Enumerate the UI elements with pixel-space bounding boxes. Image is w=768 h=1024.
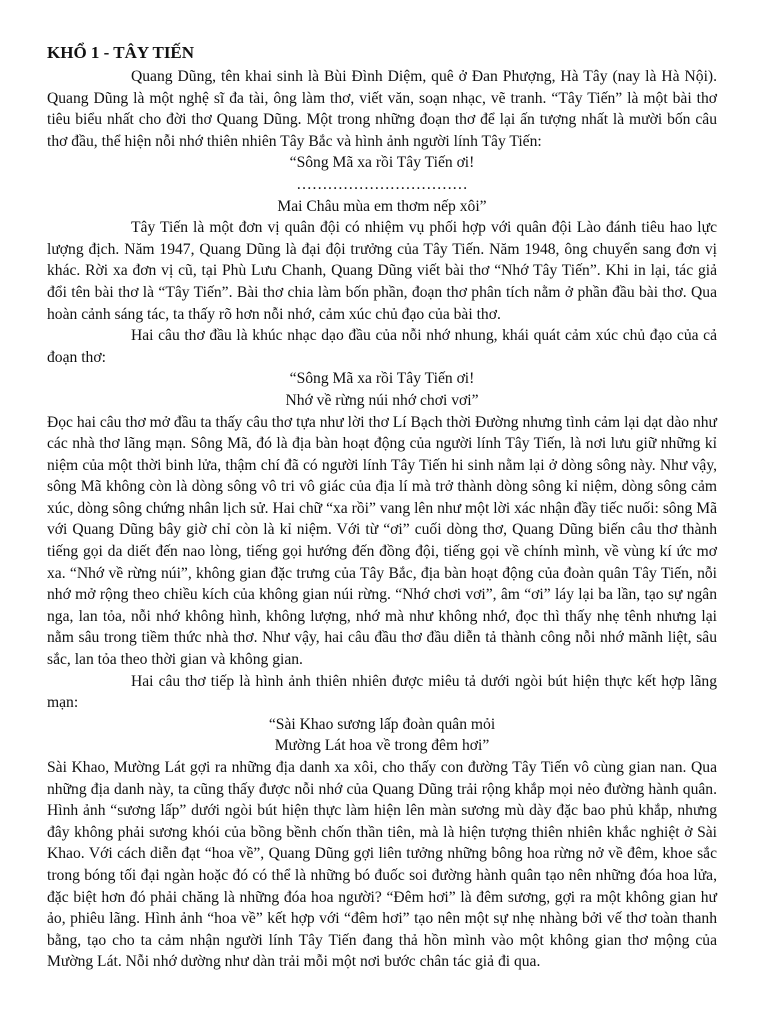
- paragraph-analysis-2: Sài Khao, Mường Lát gợi ra những địa danh xa xôi, cho thấy con đường Tây Tiến vô cùng gian nan. Qua những địa danh này, ta cũng thấy được nỗi nhớ của Quang Dũng trải rộng khắp mọi nẻo đường hành quân. Hình ảnh “sương lấp” dưới ngòi bút hiện thực làm hiện lên màn sương mù dày đặc bao phủ khắp, nhưng đây không phải sương khói của bồng bềnh chốn thần tiên, mà là hiện tượng thiên nhiên khắc nghiệt ở Sài Khao. Với cách diễn đạt “hoa về”, Quang Dũng gợi liên tưởng những bông hoa rừng nở về đêm, khoe sắc trong bóng tối đại ngàn hoặc đó có thể là những bó đuốc soi đường hành quân tạo nên những đóa hoa lửa, đặc biệt hơn đó phải chăng là những đóa hoa người? “Đêm hơi” là đêm sương, gợi ra một không gian hư ảo, phiêu lãng. Hình ảnh “hoa về” kết hợp với “đêm hơi” tạo nên một sự nhẹ nhàng bởi vế thơ toàn thanh bằng, tạo cho ta cảm nhận người lính Tây Tiến đang thả hồn mình vào một không gian thơ mộng của Mường Lát. Nỗi nhớ dường như dàn trải mỗi một nơi bước chân tác giả đi qua.: [47, 759, 717, 971]
- paragraph-context: Tây Tiến là một đơn vị quân đội có nhiệm vụ phối hợp với quân đội Lào đánh tiêu hao lực lượng địch. Năm 1947, Quang Dũng là đại đội trưởng của Tây Tiến. Năm 1948, ông chuyển sang đơn vị khác. Rời xa đơn vị cũ, tại Phù Lưu Chanh, Quang Dũng viết bài thơ “Nhớ Tây Tiến”. Khi in lại, tác giả đổi tên bài thơ là “Tây Tiến”. Bài thơ chia làm bốn phần, đoạn thơ phân tích nằm ở phần đầu bài thơ. Qua hoàn cảnh sáng tác, ta thấy rõ hơn nỗi nhớ, cảm xúc chủ đạo của bài thơ.: [47, 219, 717, 323]
- paragraph-intro: Quang Dũng, tên khai sinh là Bùi Đình Diệm, quê ở Đan Phượng, Hà Tây (nay là Hà Nội). Quang Dũng là một nghệ sĩ đa tài, ông làm thơ, viết văn, soạn nhạc, vẽ tranh. “Tây Tiến” là một bài thơ tiêu biểu nhất cho đời thơ Quang Dũng. Một trong những đoạn thơ để lại ấn tượng nhất là mười bốn câu thơ đầu, thể hiện nỗi nhớ thiên nhiên Tây Bắc và hình ảnh người lính Tây Tiến:: [47, 68, 717, 150]
- document-body: [47, 42, 717, 973]
- paragraph-transition: Hai câu thơ tiếp là hình ảnh thiên nhiên được miêu tả dưới ngòi bút hiện thực kết hợp lãng mạn:: [47, 672, 717, 712]
- poem-line: “Sông Mã xa rồi Tây Tiến ơi!: [289, 154, 475, 172]
- poem-line: Mai Châu mùa em thơm nếp xôi”: [277, 197, 487, 215]
- paragraph-transition: Hai câu thơ đầu là khúc nhạc dạo đầu của nỗi nhớ nhung, khái quát cảm xúc chủ đạo của cả đoạn thơ:: [47, 327, 717, 366]
- poem-line: Nhớ về rừng núi nhớ chơi vơi”: [285, 391, 479, 409]
- poem-line: Mường Lát hoa về trong đêm hơi”: [274, 737, 490, 755]
- poem-ellipsis: ……………………………: [296, 175, 468, 193]
- section-heading: KHỔ 1 - TÂY TIẾN: [47, 43, 195, 62]
- poem-line: “Sài Khao sương lấp đoàn quân mỏi: [268, 715, 496, 733]
- paragraph-analysis-1: Đọc hai câu thơ mở đầu ta thấy câu thơ tựa như lời thơ Lí Bạch thời Đường nhưng tình cảm lại dạt dào như các nhà thơ lãng mạn. Sông Mã, đó là địa bàn hoạt động của người lính Tây Tiến, là nơi lưu giữ những kỉ niệm của một thời binh lửa, thậm chí đã có người lính Tây Tiến hi sinh nằm lại ở dòng sông này. Như vậy, sông Mã không còn là dòng sông vô tri vô giác của địa lí mà trở thành dòng sông kỉ niệm, dòng sông cảm xúc, dòng sông chứng nhân lịch sử. Hai chữ “xa rồi” vang lên như một lời xác nhận đầy tiếc nuối: sông Mã với Quang Dũng bây giờ chỉ còn là kỉ niệm. Với từ “ơi” cuối dòng thơ, Quang Dũng biến câu thơ thành tiếng gọi da diết đến nao lòng, tiếng gọi hướng đến đồng đội, tiếng gọi về chính mình, về vùng kí ức mơ xa. “Nhớ về rừng núi”, không gian đặc trưng của Tây Bắc, địa bàn hoạt động của đoàn quân Tây Tiến, nỗi nhớ mở rộng theo chiều kích của không gian núi rừng. “Nhớ chơi vơi”, âm “ơi” láy lại ba lần, tạo sự ngân nga, lan tỏa, nỗi nhớ không hình, không lượng, nhớ mà như không nhớ, đọc thì thấy nhẹ tênh nhưng lại nằm sâu trong tiềm thức nhà thơ. Như vậy, hai câu đầu thơ đầu diễn tả thành công nỗi nhớ mãnh liệt, sâu sắc, lan tỏa theo thời gian và không gian.: [47, 413, 717, 669]
- poem-line: “Sông Mã xa rồi Tây Tiến ơi!: [289, 370, 475, 388]
